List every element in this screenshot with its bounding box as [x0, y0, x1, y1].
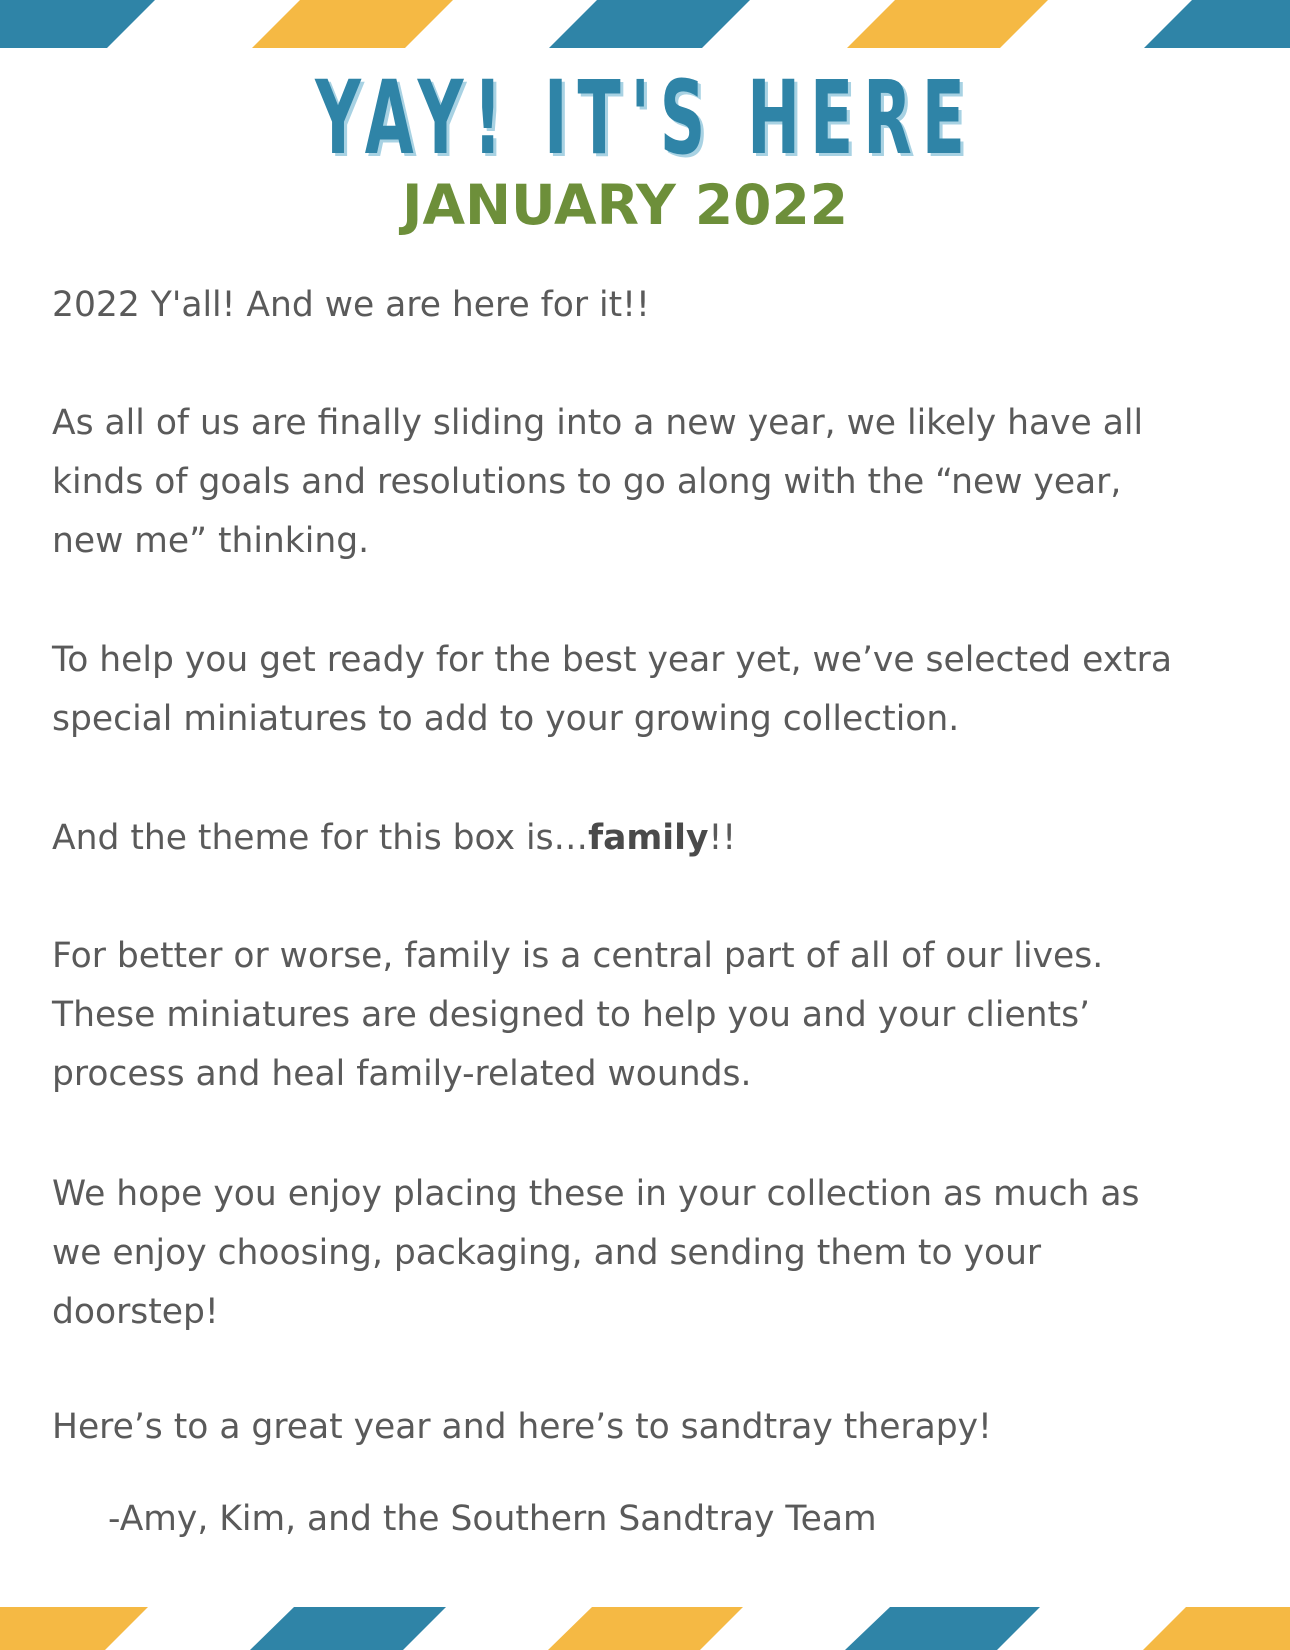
- stripe-blue: [1144, 0, 1290, 48]
- text-line: These miniatures are designed to help you and your clients’: [52, 995, 1091, 1035]
- stripe-blue: [845, 1607, 1040, 1650]
- text-line: process and heal family-related wounds.: [52, 1054, 752, 1094]
- text-line: [52, 809, 1252, 868]
- stripe-yellow: [548, 1607, 743, 1650]
- paragraph-greeting: [52, 276, 1252, 335]
- text-line: new me” thinking.: [52, 521, 370, 561]
- text-line: kinds of goals and resolutions to go along with the “new year,: [52, 462, 1122, 502]
- paragraph-miniatures: [52, 631, 1252, 749]
- text-line: we enjoy choosing, packaging, and sending them to your: [52, 1233, 1042, 1273]
- stripe-yellow: [252, 0, 453, 48]
- bottom-stripe-pattern: [0, 1607, 1290, 1650]
- paragraph-family: [52, 927, 1252, 1104]
- signature-text: -Amy, Kim, and the Southern Sandtray Team: [108, 1499, 877, 1539]
- stripe-blue: [549, 0, 750, 48]
- theme-word: family: [588, 818, 709, 858]
- theme-exclamation: !!: [708, 818, 737, 858]
- text-line: For better or worse, family is a central part of all of our lives.: [52, 936, 1104, 976]
- paragraph-hope: [52, 1165, 1252, 1342]
- text-line: To help you get ready for the best year yet, we’ve selected extra: [52, 640, 1173, 680]
- stripe-yellow: [1143, 1607, 1290, 1650]
- text-line: We hope you enjoy placing these in your collection as much as: [52, 1174, 1140, 1214]
- stripe-blue: [250, 1607, 446, 1650]
- stripe-yellow: [0, 1607, 148, 1650]
- page-title: YAY! IT'S HERE: [315, 59, 975, 178]
- text-line: Here’s to a great year and here’s to sandtray therapy!: [52, 1407, 992, 1447]
- bottom-stripe-border: [0, 1607, 1290, 1650]
- page-subtitle: JANUARY 2022: [402, 173, 848, 237]
- signature: [108, 1490, 1290, 1549]
- stripe-yellow: [847, 0, 1048, 48]
- top-stripe-border: [0, 0, 1290, 48]
- paragraph-theme: [52, 809, 1252, 868]
- paragraph-toast: [52, 1398, 1252, 1457]
- text-line: 2022 Y'all! And we are here for it!!: [52, 285, 650, 325]
- theme-lead-text: And the theme for this box is…: [52, 818, 589, 858]
- text-line: As all of us are finally sliding into a new year, we likely have all: [52, 403, 1144, 443]
- text-line: special miniatures to add to your growing collection.: [52, 699, 960, 739]
- top-stripe-pattern: [0, 0, 1290, 48]
- paragraph-new-year: [52, 394, 1252, 571]
- text-line: doorstep!: [52, 1292, 219, 1332]
- stripe-blue: [0, 0, 155, 48]
